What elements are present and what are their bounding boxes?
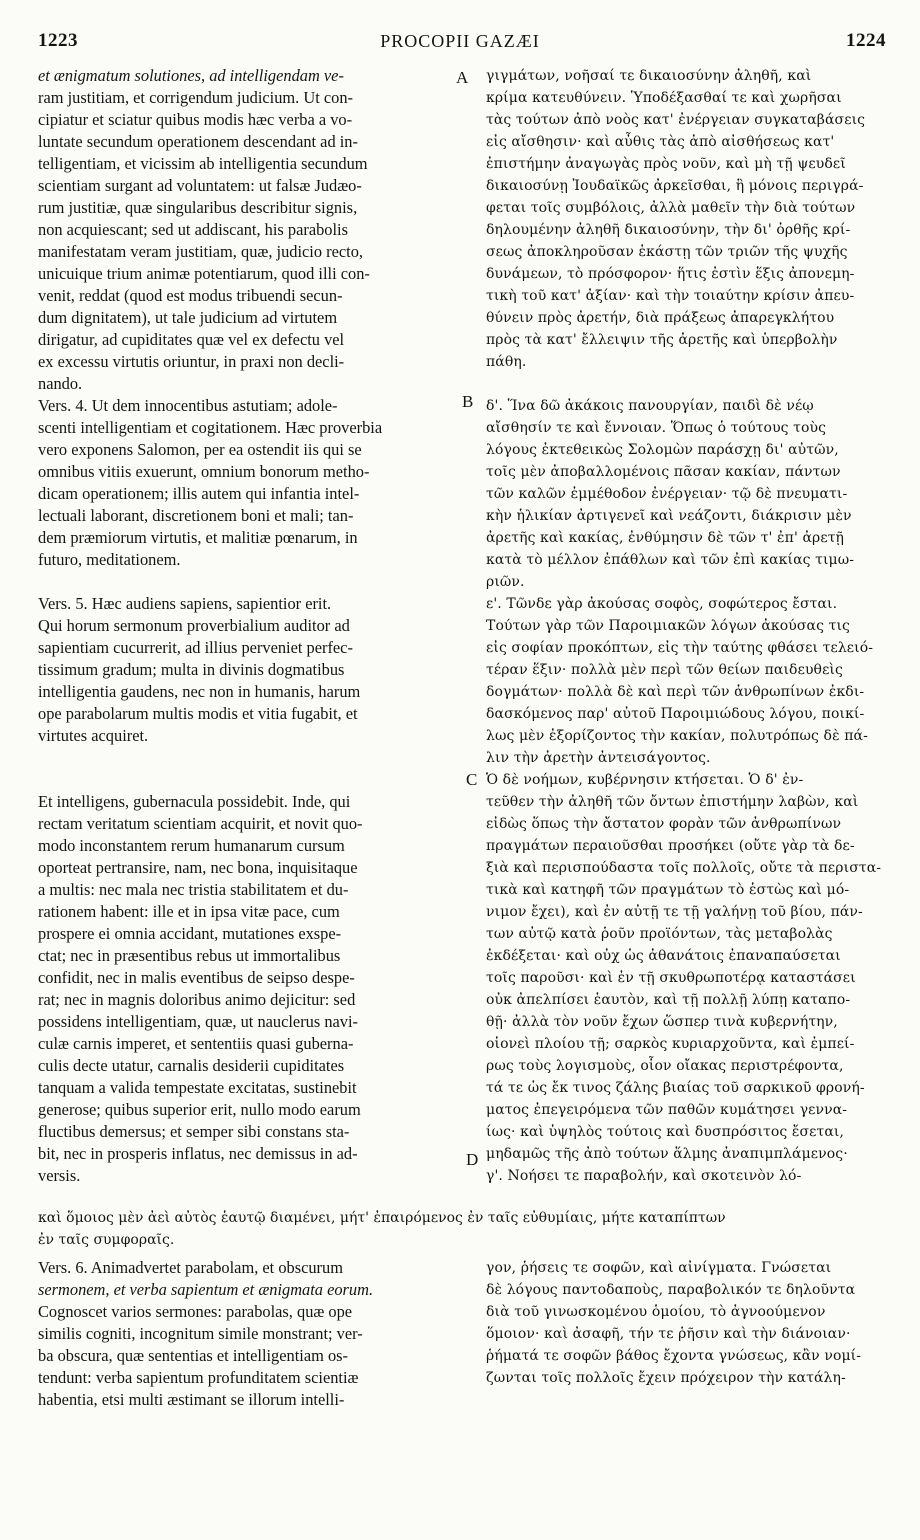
greek-line: δογμάτων· πολλὰ δὲ καὶ περὶ τῶν ἀνθρωπίνων ἐκδι-	[486, 684, 865, 700]
greek-line: ζωνται τοῖς πολλοῖς ἔχειν πρόχειρον τὴν κατάλη-	[486, 1370, 846, 1386]
latin-line: luntate secundum operationem descendant ad in-	[38, 132, 358, 151]
margin-marker-a: A	[456, 68, 469, 87]
latin-line: rat; nec in magnis doloribus animo dejicitur: sed	[38, 990, 356, 1009]
greek-line: κατὰ τὸ μέλλον ἐπάθλων καὶ τῶν ἐπὶ κακίας τιμω-	[486, 552, 855, 568]
latin-line: dirigatur, ad cupiditates quæ vel ex defectu vel	[38, 330, 345, 349]
full-width-line: ἐν ταῖς συμφοραῖς.	[38, 1232, 175, 1248]
greek-line: πάθη.	[486, 354, 527, 370]
greek-line: κὴν ἡλικίαν ἀρτιγενεῖ καὶ νεάζοντι, διάκρισιν μὲν	[486, 508, 852, 524]
greek-line: τικὰ καὶ κατηφῆ τῶν πραγμάτων τὸ ἑστὼς καὶ μό-	[486, 882, 850, 898]
latin-line: ope parabolarum multis modis et vitia fugabit, et	[38, 704, 358, 723]
latin-line: omnibus vitiis exuerunt, omnium bonorum metho-	[38, 462, 370, 481]
greek-line: πραγμάτων περαιοῦσθαι προσήκει (οὔτε γὰρ τὰ δε-	[486, 838, 855, 854]
latin-line: versis.	[38, 1166, 81, 1185]
latin-line: oporteat pertransire, nam, nec bona, inquisitaque	[38, 858, 358, 877]
latin-line: vero exponens Salomon, per ea ostendit iis qui se	[38, 440, 362, 459]
greek-line: δικαιοσύνῃ Ἰουδαϊκῶς ἀρκεῖσθαι, ἣ μόνοις περιγρά-	[486, 178, 864, 194]
latin-line: ba obscura, quæ sententias et intelligentiam os-	[38, 1346, 348, 1365]
greek-line: κρίμα κατευθύνειν. Ὑποδέξασθαί τε καὶ χωρῆσαι	[486, 90, 842, 106]
greek-line: τὰς τούτων ἀπὸ νοὸς κατ' ἐνέργειαν συγκαταβάσεις	[486, 112, 866, 128]
full-width-greek	[38, 1207, 904, 1251]
greek-verse-4-heading: δ'. Ἵνα δῶ ἀκάκοις πανουργίαν, παιδὶ δὲ νέῳ	[486, 398, 814, 414]
latin-line: scenti intelligentiam et cogitationem. Hæc proverbia	[38, 418, 383, 437]
latin-line: possidens intelligentiam, quæ, ut nauclerus navi-	[38, 1012, 359, 1031]
greek-line: ἐπιστήμην ἀναγωγὰς πρὸς νοῦν, καὶ μὴ τῇ ψευδεῖ	[486, 156, 846, 172]
greek-line: τεῦθεν τὴν ἀληθῆ τῶν ὄντων ἐπιστήμην λαβὼν, καὶ	[486, 794, 859, 810]
greek-line: τικὴ τοῦ κατ' ἀξίαν· καὶ τὴν τοιαύτην κρίσιν ἀπευ-	[486, 288, 855, 304]
latin-line: intelligentia gaudens, nec non in humanis, harum	[38, 682, 361, 701]
greek-verse-6-heading: γον, ῥήσεις τε σοφῶν, καὶ αἰνίγματα. Γνώσεται	[486, 1260, 832, 1276]
greek-line: δασκόμενος παρ' αὐτοῦ Παροιμιώδους λόγου, ποικί-	[486, 706, 865, 722]
latin-line: virtutes acquiret.	[38, 726, 149, 745]
latin-line: unicuique trium animæ potentiarum, quod illi con-	[38, 264, 370, 283]
latin-line: rationem habent: ille et in ipsa vitæ pace, cum	[38, 902, 340, 921]
latin-line: et ænigmatum solutiones, ad intelligendam ve-	[38, 66, 344, 85]
greek-line: τά τε ὡς ἔκ τινος ζάλης βιαίας τοῦ σαρκικοῦ φρονή-	[486, 1080, 865, 1096]
greek-verse-5-heading: ε'. Τῶνδε γὰρ ἀκούσας σοφὸς, σοφώτερος ἔσται.	[486, 596, 838, 612]
greek-line: φεται τοῖς συμβόλοις, ἀλλὰ μαθεῖν τὴν διὰ τούτων	[486, 200, 856, 216]
latin-column-lower	[38, 1257, 456, 1411]
greek-line: δηλουμένην ἀληθῆ δικαιοσύνην, τὴν δι' ὀρθῆς κρί-	[486, 222, 851, 238]
greek-line: θῇ· ἀλλὰ τὸν νοῦν ἔχων ὥσπερ τινὰ κυβερνήτην,	[486, 1014, 838, 1030]
greek-line: αἴσθησίν τε καὶ ἔννοιαν. Ὅπως ὁ τούτους τοὺς	[486, 420, 827, 436]
latin-line: non acquiescant; sed ut addiscant, his parabolis	[38, 220, 348, 239]
latin-line: scientiam surgant ad voluntatem: ut falsæ Judæo-	[38, 176, 362, 195]
latin-line: lectuali laborant, discretionem boni et mali; tan-	[38, 506, 354, 525]
latin-line: dem præmiorum virtutis, et malitiæ pœnarum, in	[38, 528, 358, 547]
latin-line: modo inconstantem rerum humanarum cursum	[38, 836, 345, 855]
greek-line: λως μὲν ἐξορίζοντος τὴν κακίαν, πολυτρόπως δὲ πά-	[486, 728, 868, 744]
greek-line: Τούτων γὰρ τῶν Παροιμιακῶν λόγων ἀκούσας τις	[486, 618, 850, 634]
greek-line: οἱονεὶ πλοίου τῇ; σαρκὸς κυριαρχοῦντα, καὶ ἐμπεί-	[486, 1036, 855, 1052]
greek-line: λόγους ἐκτεθεικὼς Σολομὼν παράσχῃ δι' αὐτῶν,	[486, 442, 839, 458]
greek-line: τῶν καλῶν ἐμμέθοδον ἐνέργειαν· τῷ δὲ πνευματι-	[486, 486, 848, 502]
page-number-left: 1223	[38, 30, 78, 51]
latin-line: tanquam a valida tempestate excitatas, sustinebit	[38, 1078, 357, 1097]
latin-line: rectam veritatum scientiam acquirit, et novit quo-	[38, 814, 363, 833]
latin-line: dum dignitatem), ut tale judicium ad virtutem	[38, 308, 338, 327]
latin-line: telligentiam, et vicissim ab intelligentia secundum	[38, 154, 368, 173]
latin-line: tendunt: verba sapientum profunditatem scientiæ	[38, 1368, 359, 1387]
latin-line: manifestatam veram justitiam, quæ, judicio recto,	[38, 242, 363, 261]
latin-line: confidit, nec in malis eventibus de seipso despe-	[38, 968, 355, 987]
latin-line: venit, reddat (quod est modus tribuendi secun-	[38, 286, 343, 305]
latin-line: culæ carnis imperet, et sententiis quasi guberna-	[38, 1034, 354, 1053]
greek-line: ῥήματά τε σοφῶν βάθος ἔχοντα γνώσεως, κἂν νομί-	[486, 1348, 862, 1364]
greek-line: θύνειν πρὸς ἀρετήν, διὰ πράξεως ἀπαρεγκλήτου	[486, 310, 835, 326]
latin-line: dicam operationem; illis autem qui infantia intel-	[38, 484, 360, 503]
greek-line: διὰ τοῦ γινωσκομένου ὁμοίου, τὸ ἀγνοούμενον	[486, 1304, 826, 1320]
greek-line: δυνάμεων, τὸ πρόσφορον· ἥτις ἐστὶν ἕξις ἀπονεμη-	[486, 266, 855, 282]
page-number-right: 1224	[846, 30, 886, 51]
latin-line: Qui horum sermonum proverbialium auditor ad	[38, 616, 350, 635]
latin-line: prospere ei omnia accidant, mutationes exspe-	[38, 924, 342, 943]
latin-line: similis cogniti, incognitum simile monstrant; ver-	[38, 1324, 363, 1343]
greek-subheading: Ὁ δὲ νοήμων, κυβέρνησιν κτήσεται. Ὁ δ' ἐν-	[486, 772, 804, 788]
greek-line: των αὐτῷ κατὰ ῥοῦν προϊόντων, τὰς μεταβολὰς	[486, 926, 833, 942]
greek-line: τοῖς μὲν ἀποβαλλομένοις πᾶσαν κακίαν, πάντων	[486, 464, 841, 480]
margin-marker-c: C	[466, 770, 478, 789]
margin-marker-d: D	[466, 1150, 479, 1169]
latin-line: generose; quibus superior erit, nullo modo earum	[38, 1100, 361, 1119]
latin-line: a multis: nec mala nec tristia stabilitatem et du-	[38, 880, 349, 899]
latin-line: rum justitiæ, quæ singularibus describitur signis,	[38, 198, 358, 217]
greek-line: εἰς αἴσθησιν· καὶ αὖθις τὰς ἀπὸ αἰσθήσεως κατ'	[486, 134, 835, 150]
greek-line: ἀρετῆς καὶ κακίας, ἐνθύμησιν δὲ τῶν τ' ἐπ' ἀρετῇ	[486, 530, 845, 546]
latin-line: habentia, etsi multi æstimant se illorum intelli-	[38, 1390, 345, 1409]
greek-line	[486, 1389, 904, 1411]
greek-line: λιν τὴν ἀρετὴν ἀντεισάγοντος.	[486, 750, 711, 766]
latin-line: Cognoscet varios sermones: parabolas, quæ ope	[38, 1302, 353, 1321]
greek-line: πρὸς τὰ κατ' ἔλλειψιν τῆς ἀρετῆς καὶ ὑπερβολὴν	[486, 332, 838, 348]
greek-line: εἰδὼς ὅπως τὴν ἄστατον φορὰν τῶν ἀνθρωπίνων	[486, 816, 842, 832]
greek-line: ὅμοιον· καὶ ἀσαφῆ, τήν τε ῥῆσιν καὶ τὴν διάνοιαν·	[486, 1326, 851, 1342]
greek-line: γιγμάτων, νοῆσαί τε δικαιοσύνην ἀληθῆ, καὶ	[486, 68, 812, 84]
latin-line: culis decte utatur, carnalis desiderii cupiditates	[38, 1056, 345, 1075]
margin-marker-b: B	[462, 392, 474, 411]
greek-line: ἐκδέξεται· καὶ οὐχ ὡς ἀθανάτοις ἐπαναπαύσεται	[486, 948, 841, 964]
verse-5-heading: Vers. 5. Hæc audiens sapiens, sapientior erit.	[38, 594, 332, 613]
latin-subheading: Et intelligens, gubernacula possidebit. Inde, qui	[38, 792, 351, 811]
latin-line: bit, nec in prosperis inflatus, nec demissus in ad-	[38, 1144, 358, 1163]
greek-line: γ'. Νοήσει τε παραβολήν, καὶ σκοτεινὸν λό-	[486, 1168, 802, 1184]
greek-column	[486, 65, 904, 1187]
latin-line: futuro, meditationem.	[38, 550, 181, 569]
latin-line: cipiatur et sciatur quibus modis hæc verba a vo-	[38, 110, 353, 129]
greek-column-lower	[486, 1257, 904, 1411]
greek-line: μηδαμῶς τῆς ἀπὸ τούτων ἅλμης ἀναπιμπλάμενος·	[486, 1146, 848, 1162]
greek-line: ίως· καὶ ὑψηλὸς τούτοις καὶ δυσπρόσιτος ἔσεται,	[486, 1124, 845, 1140]
greek-line: τοῖς παροῦσι· καὶ ἐν τῇ σκυθρωποτέρᾳ καταστάσει	[486, 970, 856, 986]
verse-6-heading: Vers. 6. Animadvertet parabolam, et obscurum	[38, 1258, 343, 1277]
latin-line: sapientiam cucurrerit, ad illius perveniet perfec-	[38, 638, 353, 657]
verse-4-heading: Vers. 4. Ut dem innocentibus astutiam; adole-	[38, 396, 338, 415]
greek-line: εἰς σοφίαν προκόπτων, εἰς τὴν ταύτης φθάσει τελειό-	[486, 640, 874, 656]
greek-line: δὲ λόγους παντοδαποὺς, παραβολικόν τε δηλοῦντα	[486, 1282, 856, 1298]
latin-line: tissimum gradum; multa in divinis dogmatibus	[38, 660, 345, 679]
greek-line: σεως ἀποκληροῦσαν ἑκάστῃ τῶν τριῶν τῆς ψυχῆς	[486, 244, 848, 260]
greek-line: ματος ἐπεγειρόμενα τῶν παθῶν κυμάτησει γεννα-	[486, 1102, 848, 1118]
greek-line: ρως τοὺς λογισμοὺς, οἷον οἴακας περιστρέφοντα,	[486, 1058, 844, 1074]
running-title: PROCOPII GAZÆI	[380, 31, 540, 51]
latin-line: ctat; nec in præsentibus rebus ut immortalibus	[38, 946, 341, 965]
latin-line: nando.	[38, 374, 83, 393]
page-header	[0, 4, 920, 51]
latin-line: sermonem, et verba sapientum et ænigmata eorum.	[38, 1280, 374, 1299]
greek-line: οὐκ ἀπελπίσει ἑαυτὸν, καὶ τῇ πολλῇ λύπῃ καταπο-	[486, 992, 851, 1008]
latin-line: fluctibus demersus; et semper sibi constans sta-	[38, 1122, 350, 1141]
greek-line: τέραν ἕξιν· πολλὰ μὲν περὶ τῶν θείων παιδευθεὶς	[486, 662, 843, 678]
latin-line: ex excessu virtutis oriuntur, in praxi non decli-	[38, 352, 345, 371]
greek-line: ξιὰ καὶ περισπούδαστα τοῖς πολλοῖς, οὔτε τὰ περιστα-	[486, 860, 882, 876]
latin-column	[38, 65, 456, 1187]
latin-line: ram justitiam, et corrigendum judicium. Ut con-	[38, 88, 353, 107]
greek-line: ριῶν.	[486, 574, 525, 590]
full-width-line: καὶ ὅμοιος μὲν ἀεὶ αὐτὸς ἑαυτῷ διαμένει, μήτ' ἐπαιρόμενος ἐν ταῖς εὐθυμίαις, μήτε καταπίπτων	[38, 1210, 726, 1226]
greek-line: νιμον ἔχει), καὶ ἐν αὐτῇ τε τῇ γαλήνῃ τοῦ βίου, πάν-	[486, 904, 863, 920]
